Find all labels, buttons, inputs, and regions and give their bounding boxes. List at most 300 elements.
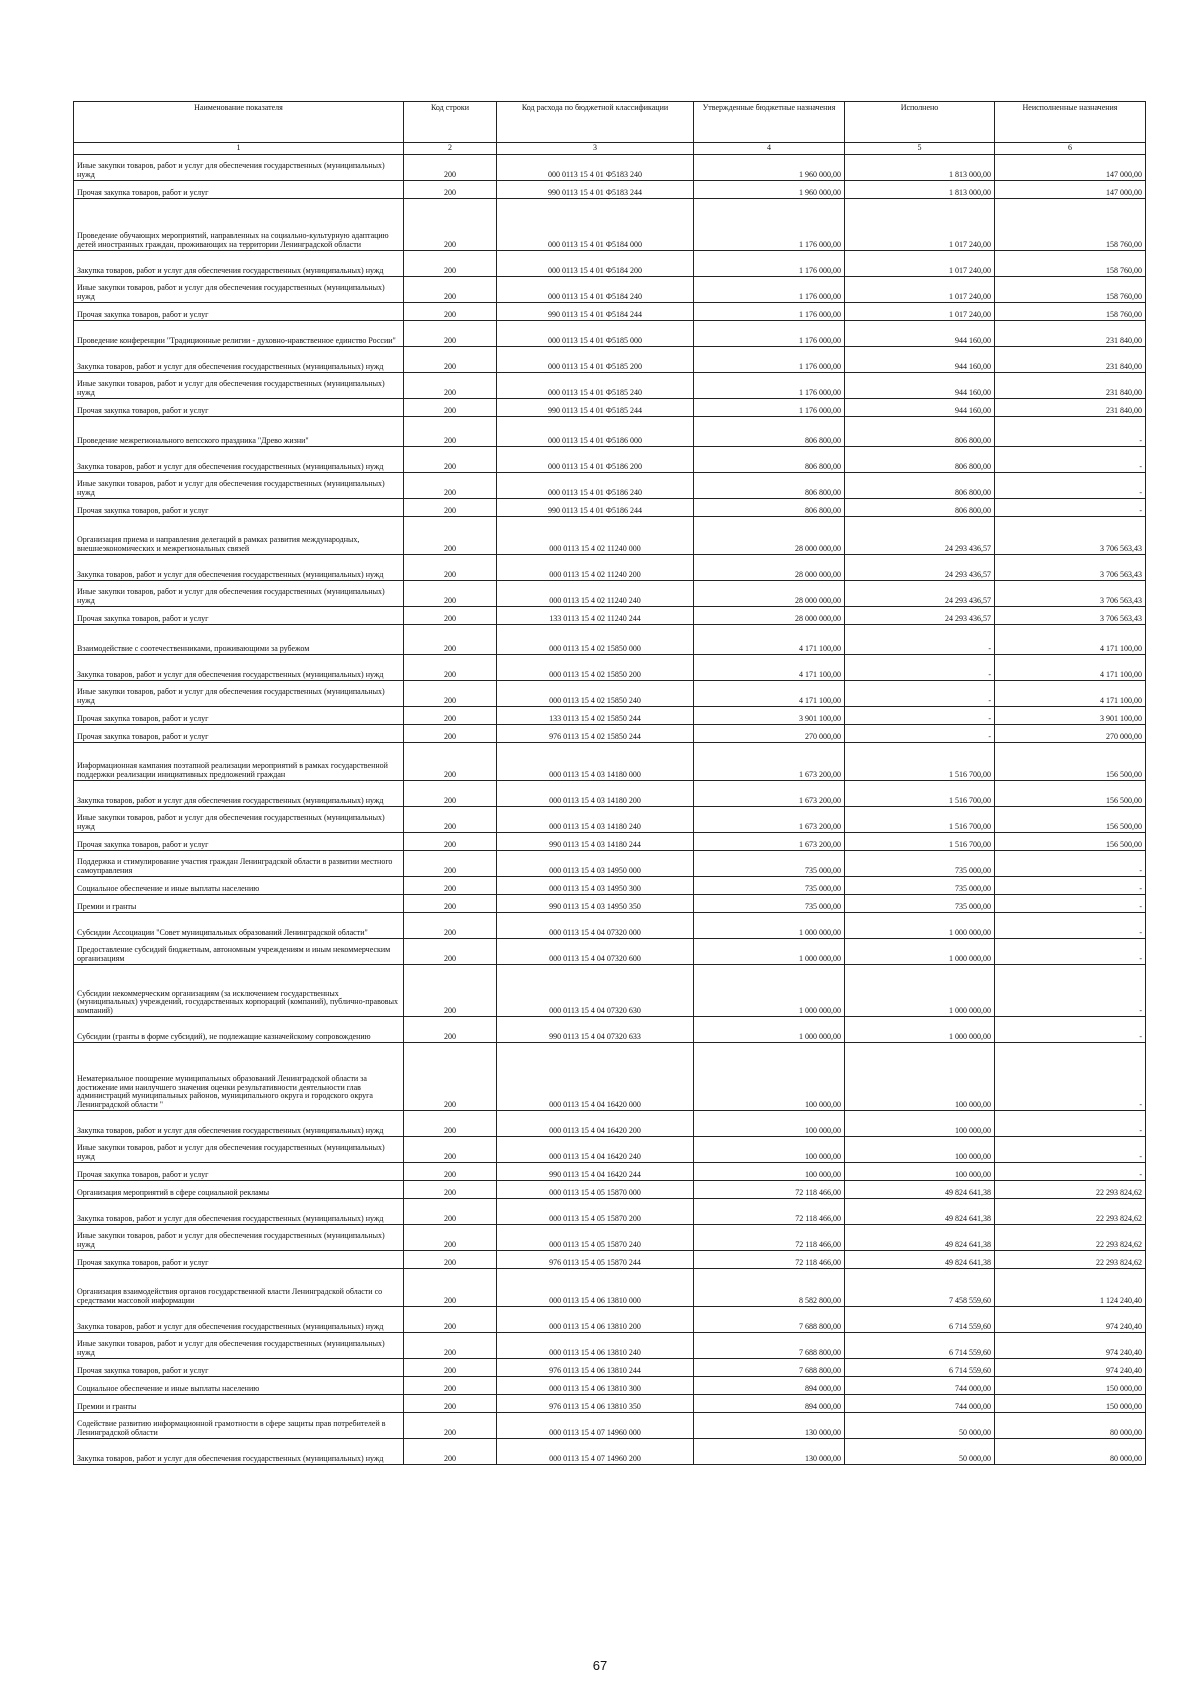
row-executed: 944 160,00	[845, 321, 995, 347]
row-name: Информационная кампания поэтапной реализации мероприятий в рамках государственной поддержки реализации инициативных предложений граждан	[74, 743, 404, 781]
table-row	[74, 681, 1146, 707]
row-line-code: 200	[404, 1439, 497, 1465]
header-row	[74, 102, 1146, 143]
row-unexecuted: 156 500,00	[995, 807, 1146, 833]
table-row	[74, 347, 1146, 373]
row-executed: 1 516 700,00	[845, 743, 995, 781]
row-executed: 100 000,00	[845, 1043, 995, 1111]
row-approved: 72 118 466,00	[694, 1181, 845, 1199]
row-expense-code: 000 0113 15 4 02 11240 240	[497, 581, 694, 607]
row-expense-code: 000 0113 15 4 07 14960 200	[497, 1439, 694, 1465]
table-row	[74, 1111, 1146, 1137]
row-line-code: 200	[404, 1395, 497, 1413]
row-unexecuted: 231 840,00	[995, 373, 1146, 399]
row-unexecuted: 80 000,00	[995, 1439, 1146, 1465]
row-approved: 1 176 000,00	[694, 347, 845, 373]
row-expense-code: 000 0113 15 4 02 11240 000	[497, 517, 694, 555]
row-name: Поддержка и стимулирование участия граждан Ленинградской области в развитии местного самоуправления	[74, 851, 404, 877]
row-approved: 735 000,00	[694, 895, 845, 913]
row-approved: 72 118 466,00	[694, 1251, 845, 1269]
row-executed: 1 017 240,00	[845, 199, 995, 251]
row-name: Иные закупки товаров, работ и услуг для обеспечения государственных (муниципальных) нужд	[74, 681, 404, 707]
row-approved: 1 176 000,00	[694, 321, 845, 347]
row-unexecuted: -	[995, 877, 1146, 895]
row-expense-code: 000 0113 15 4 02 15850 240	[497, 681, 694, 707]
row-unexecuted: 4 171 100,00	[995, 681, 1146, 707]
table-row	[74, 965, 1146, 1017]
row-expense-code: 000 0113 15 4 03 14180 000	[497, 743, 694, 781]
page-number: 67	[592, 1658, 608, 1673]
row-approved: 1 176 000,00	[694, 303, 845, 321]
row-expense-code: 000 0113 15 4 01 Ф5184 000	[497, 199, 694, 251]
table-row	[74, 1043, 1146, 1111]
row-name: Закупка товаров, работ и услуг для обеспечения государственных (муниципальных) нужд	[74, 347, 404, 373]
row-unexecuted: 22 293 824,62	[995, 1199, 1146, 1225]
row-executed: 744 000,00	[845, 1395, 995, 1413]
row-executed: 744 000,00	[845, 1377, 995, 1395]
row-unexecuted: 158 760,00	[995, 199, 1146, 251]
row-executed: 1 516 700,00	[845, 833, 995, 851]
row-line-code: 200	[404, 251, 497, 277]
row-line-code: 200	[404, 1377, 497, 1395]
row-approved: 1 960 000,00	[694, 181, 845, 199]
row-executed: 1 017 240,00	[845, 251, 995, 277]
row-unexecuted: -	[995, 447, 1146, 473]
row-unexecuted: 3 706 563,43	[995, 581, 1146, 607]
row-executed: 6 714 559,60	[845, 1333, 995, 1359]
column-number: 6	[995, 143, 1146, 155]
row-name: Закупка товаров, работ и услуг для обеспечения государственных (муниципальных) нужд	[74, 1199, 404, 1225]
row-expense-code: 976 0113 15 4 06 13810 244	[497, 1359, 694, 1377]
row-approved: 1 000 000,00	[694, 965, 845, 1017]
row-unexecuted: 150 000,00	[995, 1395, 1146, 1413]
table-row	[74, 1413, 1146, 1439]
row-line-code: 200	[404, 321, 497, 347]
row-approved: 806 800,00	[694, 417, 845, 447]
row-expense-code: 000 0113 15 4 06 13810 200	[497, 1307, 694, 1333]
row-approved: 1 000 000,00	[694, 939, 845, 965]
row-name: Содействие развитию информационной грамотности в сфере защиты прав потребителей в Ленинградской области	[74, 1413, 404, 1439]
table-row	[74, 473, 1146, 499]
row-approved: 1 176 000,00	[694, 251, 845, 277]
row-name: Закупка товаров, работ и услуг для обеспечения государственных (муниципальных) нужд	[74, 555, 404, 581]
row-unexecuted: 156 500,00	[995, 743, 1146, 781]
row-executed: 24 293 436,57	[845, 517, 995, 555]
row-approved: 28 000 000,00	[694, 517, 845, 555]
row-executed: 24 293 436,57	[845, 555, 995, 581]
row-unexecuted: 158 760,00	[995, 303, 1146, 321]
row-executed: 944 160,00	[845, 347, 995, 373]
row-name: Прочая закупка товаров, работ и услуг	[74, 1251, 404, 1269]
row-executed: 1 000 000,00	[845, 1017, 995, 1043]
row-unexecuted: 150 000,00	[995, 1377, 1146, 1395]
row-executed: 49 824 641,38	[845, 1199, 995, 1225]
row-approved: 28 000 000,00	[694, 555, 845, 581]
row-expense-code: 000 0113 15 4 02 11240 200	[497, 555, 694, 581]
row-expense-code: 990 0113 15 4 03 14180 244	[497, 833, 694, 851]
row-line-code: 200	[404, 473, 497, 499]
table-row	[74, 251, 1146, 277]
row-line-code: 200	[404, 1413, 497, 1439]
row-approved: 270 000,00	[694, 725, 845, 743]
row-name: Прочая закупка товаров, работ и услуг	[74, 833, 404, 851]
row-expense-code: 000 0113 15 4 01 Ф5184 240	[497, 277, 694, 303]
row-approved: 130 000,00	[694, 1439, 845, 1465]
row-executed: 806 800,00	[845, 447, 995, 473]
row-executed: 24 293 436,57	[845, 607, 995, 625]
row-executed: 735 000,00	[845, 851, 995, 877]
row-approved: 72 118 466,00	[694, 1225, 845, 1251]
row-executed: 1 000 000,00	[845, 965, 995, 1017]
row-expense-code: 000 0113 15 4 01 Ф5185 000	[497, 321, 694, 347]
table-row	[74, 1181, 1146, 1199]
row-unexecuted: -	[995, 1163, 1146, 1181]
row-unexecuted: 156 500,00	[995, 781, 1146, 807]
row-line-code: 200	[404, 1333, 497, 1359]
row-name: Закупка товаров, работ и услуг для обеспечения государственных (муниципальных) нужд	[74, 655, 404, 681]
row-unexecuted: 3 706 563,43	[995, 517, 1146, 555]
row-unexecuted: 4 171 100,00	[995, 625, 1146, 655]
table-row	[74, 499, 1146, 517]
row-name: Премии и гранты	[74, 895, 404, 913]
row-name: Организация приема и направления делегаций в рамках развития международных, внешнеэкономических и межрегиональных связей	[74, 517, 404, 555]
row-name: Иные закупки товаров, работ и услуг для обеспечения государственных (муниципальных) нужд	[74, 1333, 404, 1359]
row-executed: 806 800,00	[845, 417, 995, 447]
row-executed: 806 800,00	[845, 499, 995, 517]
row-line-code: 200	[404, 1017, 497, 1043]
row-expense-code: 990 0113 15 4 01 Ф5186 244	[497, 499, 694, 517]
header-expense-code: Код расхода по бюджетной классификации	[497, 102, 694, 143]
row-executed: 100 000,00	[845, 1137, 995, 1163]
row-line-code: 200	[404, 1137, 497, 1163]
row-unexecuted: 270 000,00	[995, 725, 1146, 743]
column-number: 1	[74, 143, 404, 155]
row-executed: 1 000 000,00	[845, 939, 995, 965]
row-expense-code: 000 0113 15 4 01 Ф5185 200	[497, 347, 694, 373]
row-expense-code: 990 0113 15 4 04 07320 633	[497, 1017, 694, 1043]
row-executed: -	[845, 681, 995, 707]
row-approved: 8 582 800,00	[694, 1269, 845, 1307]
row-expense-code: 000 0113 15 4 03 14180 200	[497, 781, 694, 807]
table-body	[74, 155, 1146, 1465]
row-name: Иные закупки товаров, работ и услуг для обеспечения государственных (муниципальных) нужд	[74, 373, 404, 399]
table-row	[74, 913, 1146, 939]
row-line-code: 200	[404, 373, 497, 399]
row-unexecuted: -	[995, 473, 1146, 499]
column-number: 4	[694, 143, 845, 155]
table-row	[74, 877, 1146, 895]
table-row	[74, 1439, 1146, 1465]
row-executed: 735 000,00	[845, 895, 995, 913]
table-row	[74, 373, 1146, 399]
row-name: Проведение межрегионального вепсского праздника "Древо жизни"	[74, 417, 404, 447]
table-row	[74, 447, 1146, 473]
row-approved: 894 000,00	[694, 1395, 845, 1413]
row-expense-code: 990 0113 15 4 01 Ф5183 244	[497, 181, 694, 199]
row-unexecuted: -	[995, 417, 1146, 447]
row-line-code: 200	[404, 725, 497, 743]
row-unexecuted: 3 901 100,00	[995, 707, 1146, 725]
row-unexecuted: 147 000,00	[995, 155, 1146, 181]
row-line-code: 200	[404, 1163, 497, 1181]
row-approved: 100 000,00	[694, 1137, 845, 1163]
column-number: 3	[497, 143, 694, 155]
table-row	[74, 303, 1146, 321]
row-unexecuted: 147 000,00	[995, 181, 1146, 199]
table-row	[74, 181, 1146, 199]
row-executed: 100 000,00	[845, 1163, 995, 1181]
row-name: Прочая закупка товаров, работ и услуг	[74, 1359, 404, 1377]
row-approved: 806 800,00	[694, 473, 845, 499]
row-approved: 7 688 800,00	[694, 1307, 845, 1333]
row-name: Проведение конференции "Традиционные религии - духовно-нравственное единство России"	[74, 321, 404, 347]
table-row	[74, 1199, 1146, 1225]
row-line-code: 200	[404, 555, 497, 581]
row-approved: 4 171 100,00	[694, 655, 845, 681]
row-executed: 1 813 000,00	[845, 181, 995, 199]
row-expense-code: 000 0113 15 4 04 07320 000	[497, 913, 694, 939]
row-expense-code: 000 0113 15 4 02 15850 000	[497, 625, 694, 655]
table-row	[74, 199, 1146, 251]
row-expense-code: 000 0113 15 4 05 15870 000	[497, 1181, 694, 1199]
row-approved: 72 118 466,00	[694, 1199, 845, 1225]
row-executed: 50 000,00	[845, 1439, 995, 1465]
row-expense-code: 990 0113 15 4 04 16420 244	[497, 1163, 694, 1181]
row-unexecuted: -	[995, 1111, 1146, 1137]
row-name: Иные закупки товаров, работ и услуг для обеспечения государственных (муниципальных) нужд	[74, 473, 404, 499]
row-name: Субсидии Ассоциации "Совет муниципальных образований Ленинградской области"	[74, 913, 404, 939]
row-line-code: 200	[404, 1269, 497, 1307]
table-row	[74, 1377, 1146, 1395]
row-name: Проведение обучающих мероприятий, направленных на социально-культурную адаптацию детей иностранных граждан, проживающих на территории Ленинградской области	[74, 199, 404, 251]
row-unexecuted: 80 000,00	[995, 1413, 1146, 1439]
row-line-code: 200	[404, 155, 497, 181]
row-approved: 806 800,00	[694, 499, 845, 517]
row-expense-code: 000 0113 15 4 01 Ф5183 240	[497, 155, 694, 181]
row-unexecuted: -	[995, 965, 1146, 1017]
table-row	[74, 1395, 1146, 1413]
row-approved: 1 176 000,00	[694, 277, 845, 303]
row-executed: 49 824 641,38	[845, 1225, 995, 1251]
header-unexecuted: Неисполненные назначения	[995, 102, 1146, 143]
row-line-code: 200	[404, 417, 497, 447]
row-expense-code: 000 0113 15 4 03 14180 240	[497, 807, 694, 833]
row-approved: 1 673 200,00	[694, 833, 845, 851]
row-line-code: 200	[404, 877, 497, 895]
row-name: Прочая закупка товаров, работ и услуг	[74, 303, 404, 321]
table-row	[74, 1137, 1146, 1163]
row-unexecuted: -	[995, 499, 1146, 517]
row-name: Иные закупки товаров, работ и услуг для обеспечения государственных (муниципальных) нужд	[74, 1225, 404, 1251]
row-expense-code: 000 0113 15 4 04 07320 600	[497, 939, 694, 965]
row-line-code: 200	[404, 199, 497, 251]
table-row	[74, 1163, 1146, 1181]
table-row	[74, 417, 1146, 447]
header-name: Наименование показателя	[74, 102, 404, 143]
row-line-code: 200	[404, 1359, 497, 1377]
table-row	[74, 399, 1146, 417]
row-expense-code: 000 0113 15 4 06 13810 300	[497, 1377, 694, 1395]
row-name: Иные закупки товаров, работ и услуг для обеспечения государственных (муниципальных) нужд	[74, 581, 404, 607]
row-unexecuted: 4 171 100,00	[995, 655, 1146, 681]
row-approved: 1 176 000,00	[694, 399, 845, 417]
row-line-code: 200	[404, 781, 497, 807]
table-row	[74, 625, 1146, 655]
row-unexecuted: 22 293 824,62	[995, 1225, 1146, 1251]
table-row	[74, 155, 1146, 181]
row-expense-code: 000 0113 15 4 01 Ф5185 240	[497, 373, 694, 399]
row-line-code: 200	[404, 1181, 497, 1199]
row-expense-code: 000 0113 15 4 04 07320 630	[497, 965, 694, 1017]
column-number: 2	[404, 143, 497, 155]
row-line-code: 200	[404, 181, 497, 199]
row-approved: 894 000,00	[694, 1377, 845, 1395]
row-expense-code: 000 0113 15 4 02 15850 200	[497, 655, 694, 681]
row-executed: 6 714 559,60	[845, 1307, 995, 1333]
row-line-code: 200	[404, 939, 497, 965]
row-line-code: 200	[404, 1251, 497, 1269]
row-approved: 3 901 100,00	[694, 707, 845, 725]
row-expense-code: 990 0113 15 4 01 Ф5184 244	[497, 303, 694, 321]
table-row	[74, 1359, 1146, 1377]
row-executed: 100 000,00	[845, 1111, 995, 1137]
table-row	[74, 807, 1146, 833]
row-name: Иные закупки товаров, работ и услуг для обеспечения государственных (муниципальных) нужд	[74, 1137, 404, 1163]
row-expense-code: 000 0113 15 4 01 Ф5186 200	[497, 447, 694, 473]
row-line-code: 200	[404, 743, 497, 781]
row-line-code: 200	[404, 277, 497, 303]
row-approved: 1 000 000,00	[694, 913, 845, 939]
row-name: Прочая закупка товаров, работ и услуг	[74, 181, 404, 199]
row-name: Социальное обеспечение и иные выплаты населению	[74, 1377, 404, 1395]
row-name: Организация взаимодействия органов государственной власти Ленинградской области со средствами массовой информации	[74, 1269, 404, 1307]
row-name: Иные закупки товаров, работ и услуг для обеспечения государственных (муниципальных) нужд	[74, 807, 404, 833]
table-row	[74, 851, 1146, 877]
row-line-code: 200	[404, 895, 497, 913]
table-row	[74, 607, 1146, 625]
table-row	[74, 939, 1146, 965]
row-name: Закупка товаров, работ и услуг для обеспечения государственных (муниципальных) нужд	[74, 1439, 404, 1465]
row-expense-code: 000 0113 15 4 06 13810 240	[497, 1333, 694, 1359]
row-expense-code: 000 0113 15 4 05 15870 240	[497, 1225, 694, 1251]
row-approved: 1 176 000,00	[694, 199, 845, 251]
row-expense-code: 000 0113 15 4 04 16420 200	[497, 1111, 694, 1137]
row-line-code: 200	[404, 965, 497, 1017]
row-executed: 1 813 000,00	[845, 155, 995, 181]
row-unexecuted: 22 293 824,62	[995, 1251, 1146, 1269]
row-unexecuted: 974 240,40	[995, 1333, 1146, 1359]
row-line-code: 200	[404, 833, 497, 851]
header-executed: Исполнено	[845, 102, 995, 143]
row-approved: 100 000,00	[694, 1111, 845, 1137]
row-line-code: 200	[404, 399, 497, 417]
row-approved: 4 171 100,00	[694, 625, 845, 655]
row-line-code: 200	[404, 913, 497, 939]
row-unexecuted: -	[995, 1043, 1146, 1111]
row-unexecuted: 158 760,00	[995, 277, 1146, 303]
table-row	[74, 707, 1146, 725]
row-executed: 1 000 000,00	[845, 913, 995, 939]
row-approved: 7 688 800,00	[694, 1333, 845, 1359]
table-row	[74, 1251, 1146, 1269]
header-approved: Утвержденные бюджетные назначения	[694, 102, 845, 143]
row-name: Иные закупки товаров, работ и услуг для обеспечения государственных (муниципальных) нужд	[74, 277, 404, 303]
row-expense-code: 000 0113 15 4 05 15870 200	[497, 1199, 694, 1225]
row-name: Социальное обеспечение и иные выплаты населению	[74, 877, 404, 895]
row-executed: 1 017 240,00	[845, 277, 995, 303]
row-name: Нематериальное поощрение муниципальных образований Ленинградской области за достижение ими наилучшего значения оценки результативности деятельности глав администраций муниципальных районов, муниципального округа и городского округа Ленинградской области "	[74, 1043, 404, 1111]
row-approved: 100 000,00	[694, 1043, 845, 1111]
row-expense-code: 000 0113 15 4 04 16420 240	[497, 1137, 694, 1163]
row-expense-code: 976 0113 15 4 05 15870 244	[497, 1251, 694, 1269]
row-unexecuted: -	[995, 939, 1146, 965]
row-executed: 806 800,00	[845, 473, 995, 499]
row-unexecuted: 3 706 563,43	[995, 555, 1146, 581]
row-expense-code: 000 0113 15 4 01 Ф5186 000	[497, 417, 694, 447]
row-executed: 1 017 240,00	[845, 303, 995, 321]
row-name: Закупка товаров, работ и услуг для обеспечения государственных (муниципальных) нужд	[74, 251, 404, 277]
row-executed: 7 458 559,60	[845, 1269, 995, 1307]
row-unexecuted: 3 706 563,43	[995, 607, 1146, 625]
row-unexecuted: 156 500,00	[995, 833, 1146, 851]
row-executed: 49 824 641,38	[845, 1181, 995, 1199]
row-executed: 944 160,00	[845, 373, 995, 399]
row-executed: -	[845, 655, 995, 681]
row-approved: 7 688 800,00	[694, 1359, 845, 1377]
table-row	[74, 1269, 1146, 1307]
row-expense-code: 000 0113 15 4 06 13810 000	[497, 1269, 694, 1307]
row-name: Прочая закупка товаров, работ и услуг	[74, 607, 404, 625]
row-expense-code: 000 0113 15 4 07 14960 000	[497, 1413, 694, 1439]
row-line-code: 200	[404, 625, 497, 655]
row-line-code: 200	[404, 303, 497, 321]
row-expense-code: 000 0113 15 4 01 Ф5186 240	[497, 473, 694, 499]
row-name: Прочая закупка товаров, работ и услуг	[74, 399, 404, 417]
table-row	[74, 321, 1146, 347]
row-expense-code: 000 0113 15 4 03 14950 000	[497, 851, 694, 877]
row-approved: 4 171 100,00	[694, 681, 845, 707]
table-row	[74, 781, 1146, 807]
header-line-code: Код строки	[404, 102, 497, 143]
row-approved: 1 176 000,00	[694, 373, 845, 399]
row-approved: 130 000,00	[694, 1413, 845, 1439]
row-unexecuted: 22 293 824,62	[995, 1181, 1146, 1199]
row-approved: 1 673 200,00	[694, 807, 845, 833]
row-line-code: 200	[404, 1111, 497, 1137]
row-approved: 28 000 000,00	[694, 581, 845, 607]
row-unexecuted: 231 840,00	[995, 399, 1146, 417]
table-row	[74, 1307, 1146, 1333]
row-approved: 1 960 000,00	[694, 155, 845, 181]
row-name: Закупка товаров, работ и услуг для обеспечения государственных (муниципальных) нужд	[74, 781, 404, 807]
row-executed: 49 824 641,38	[845, 1251, 995, 1269]
row-executed: 944 160,00	[845, 399, 995, 417]
row-line-code: 200	[404, 447, 497, 473]
row-unexecuted: -	[995, 1017, 1146, 1043]
row-executed: 735 000,00	[845, 877, 995, 895]
row-approved: 100 000,00	[694, 1163, 845, 1181]
row-line-code: 200	[404, 517, 497, 555]
row-line-code: 200	[404, 607, 497, 625]
row-expense-code: 976 0113 15 4 06 13810 350	[497, 1395, 694, 1413]
table-row	[74, 581, 1146, 607]
row-executed: -	[845, 725, 995, 743]
row-unexecuted: 974 240,40	[995, 1359, 1146, 1377]
row-expense-code: 133 0113 15 4 02 11240 244	[497, 607, 694, 625]
row-approved: 1 673 200,00	[694, 743, 845, 781]
row-executed: 6 714 559,60	[845, 1359, 995, 1377]
row-expense-code: 990 0113 15 4 03 14950 350	[497, 895, 694, 913]
